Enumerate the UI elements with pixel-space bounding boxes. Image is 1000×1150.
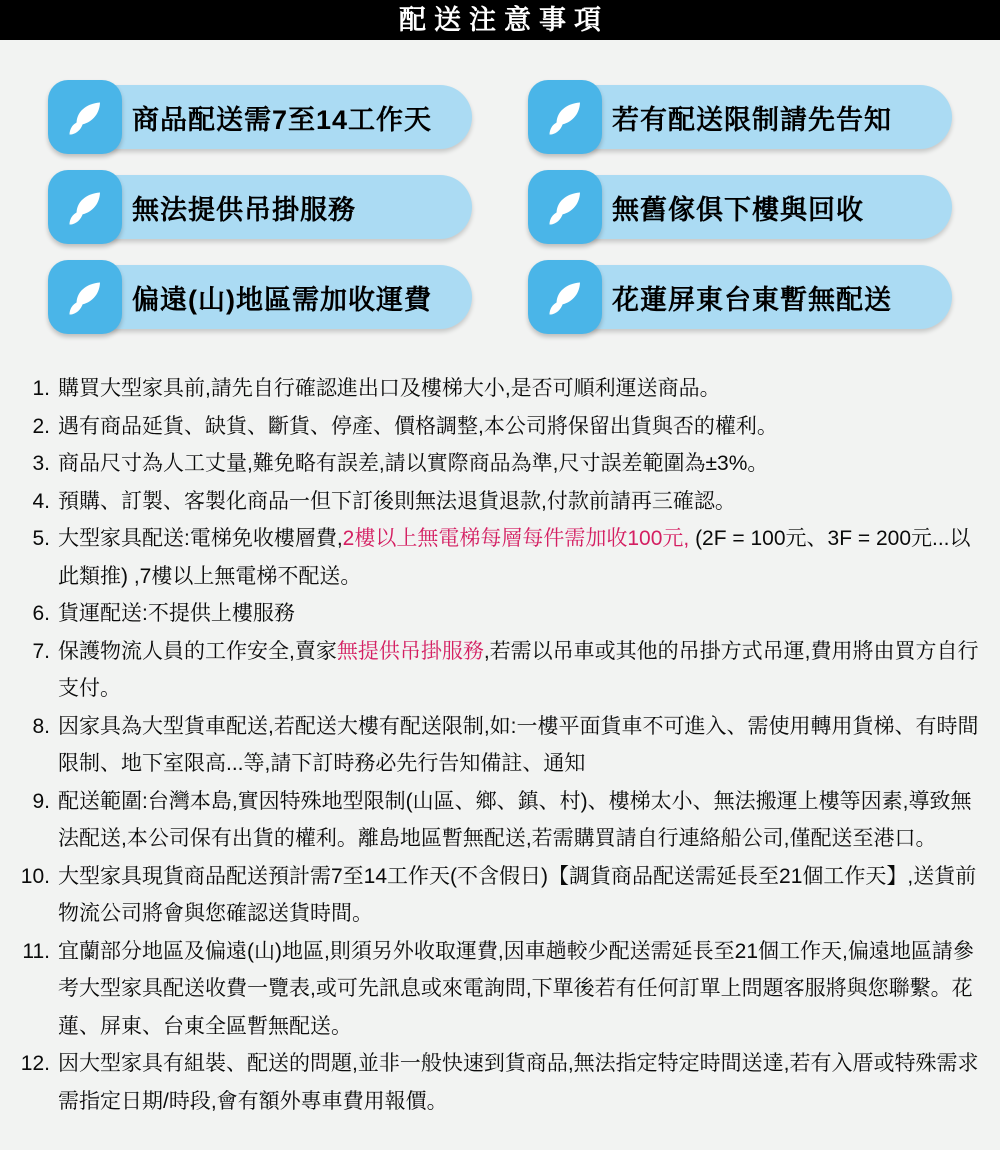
badge-pill <box>84 265 472 329</box>
note-item-4 <box>18 483 984 521</box>
leaf-icon <box>528 260 602 334</box>
badge-label: 花蓮屏東台東暫無配送 <box>612 284 892 315</box>
note-plain-text: (2F = 100元、3F = 200元...以此類推) ,7樓以上無電梯不配送。 <box>58 527 971 588</box>
note-item-2 <box>18 408 984 446</box>
badge-pill <box>564 175 952 239</box>
note-number: 7. <box>32 639 50 663</box>
note-number: 3. <box>32 452 50 475</box>
note-plain-text: 宜蘭部分地區及偏遠(山)地區,則須另外收取運費,因車趟較少配送需延長至21個工作天,偏遠地區請參考大型家具配送收費一覽表,或可先訊息或來電詢問,下單後若有任何訂單上問題客服將與您聯繫。花蓮、屏東、台東全區暫無配送。 <box>58 939 974 1038</box>
badge-pill <box>564 85 952 149</box>
badge-pill <box>84 175 472 239</box>
badge-label: 若有配送限制請先告知 <box>612 104 892 135</box>
notes-list <box>18 370 984 1120</box>
note-text <box>58 520 984 595</box>
note-item-10 <box>18 858 984 933</box>
note-number: 8. <box>32 714 50 738</box>
note-plain-text: 預購、訂製、客製化商品一但下訂後則無法退貨退款,付款前請再三確認。 <box>58 489 736 513</box>
note-number: 6. <box>32 602 50 625</box>
page-title: 配送注意事項 <box>399 4 609 35</box>
note-plain-text: 商品尺寸為人工丈量,難免略有誤差,請以實際商品為準,尺寸誤差範圍為±3%。 <box>58 452 769 475</box>
note-text <box>58 370 984 408</box>
badge-1 <box>528 80 952 154</box>
note-text <box>58 858 984 933</box>
note-item-5 <box>18 520 984 595</box>
note-highlight-text: 無提供吊掛服務 <box>336 639 484 663</box>
note-plain-text: 因大型家具有組裝、配送的問題,並非一般快速到貨商品,無法指定特定時間送達,若有入厝或特殊需求需指定日期/時段,會有額外專車費用報價。 <box>58 1052 979 1113</box>
note-plain-text: 購買大型家具前,請先自行確認進出口及樓梯大小,是否可順利運送商品。 <box>58 377 721 400</box>
note-plain-text: 因家具為大型貨車配送,若配送大樓有配送限制,如:一樓平面貨車不可進入、需使用轉用貨梯、有時間限制、地下室限高...等,請下訂時務必先行告知備註、通知 <box>58 714 979 775</box>
note-text <box>58 708 984 783</box>
note-plain-text: 遇有商品延貨、缺貨、斷貨、停產、價格調整,本公司將保留出貨與否的權利。 <box>58 414 778 438</box>
note-text <box>58 445 984 483</box>
note-number: 5. <box>32 527 50 550</box>
leaf-icon <box>48 170 122 244</box>
note-text <box>58 483 984 521</box>
note-plain-text: 貨運配送:不提供上樓服務 <box>58 602 295 625</box>
badge-4 <box>48 260 472 334</box>
note-number: 10. <box>20 864 50 888</box>
note-item-3 <box>18 445 984 483</box>
note-number: 9. <box>32 789 50 813</box>
leaf-icon <box>48 260 122 334</box>
note-text <box>58 633 984 708</box>
note-text <box>58 595 984 633</box>
note-plain-text: 配送範圍:台灣本島,實因特殊地型限制(山區、鄉、鎮、村)、樓梯太小、無法搬運上樓等因素,導致無法配送,本公司保有出貨的權利。離島地區暫無配送,若需購買請自行連絡船公司,僅配送至港口。 <box>58 789 972 850</box>
note-text <box>58 408 984 446</box>
note-item-7 <box>18 633 984 708</box>
badge-label: 偏遠(山)地區需加收運費 <box>132 284 432 315</box>
badge-label: 無舊傢俱下樓與回收 <box>612 194 864 225</box>
badge-0 <box>48 80 472 154</box>
note-number: 4. <box>32 489 50 513</box>
note-item-6 <box>18 595 984 633</box>
badge-pill <box>564 265 952 329</box>
badge-3 <box>528 170 952 244</box>
badge-pill <box>84 85 472 149</box>
note-item-9 <box>18 783 984 858</box>
note-number: 1. <box>32 377 50 400</box>
note-number: 2. <box>32 414 50 438</box>
note-item-8 <box>18 708 984 783</box>
note-text <box>58 783 984 858</box>
note-plain-text: 保護物流人員的工作安全,賣家 <box>58 639 337 663</box>
note-item-11 <box>18 933 984 1046</box>
page-title-bar <box>0 0 1000 40</box>
leaf-icon <box>528 170 602 244</box>
note-number: 11. <box>22 939 50 963</box>
note-text <box>58 1045 984 1120</box>
badge-label: 無法提供吊掛服務 <box>132 194 356 225</box>
note-highlight-text: 2樓以上無電梯每層每件需加收100元, <box>342 527 690 550</box>
note-item-1 <box>18 370 984 408</box>
badge-2 <box>48 170 472 244</box>
badge-5 <box>528 260 952 334</box>
note-plain-text: 大型家具配送:電梯免收樓層費, <box>58 527 343 550</box>
badge-label: 商品配送需7至14工作天 <box>132 104 433 135</box>
badge-grid <box>0 40 1000 352</box>
note-item-12 <box>18 1045 984 1120</box>
leaf-icon <box>528 80 602 154</box>
note-plain-text: 大型家具現貨商品配送預計需7至14工作天(不含假日)【調貨商品配送需延長至21個工作天】,送貨前物流公司將會與您確認送貨時間。 <box>58 864 977 925</box>
leaf-icon <box>48 80 122 154</box>
note-text <box>58 933 984 1046</box>
note-number: 12. <box>20 1052 50 1075</box>
note-plain-text: ,若需以吊車或其他的吊掛方式吊運,費用將由買方自行支付。 <box>58 639 979 700</box>
